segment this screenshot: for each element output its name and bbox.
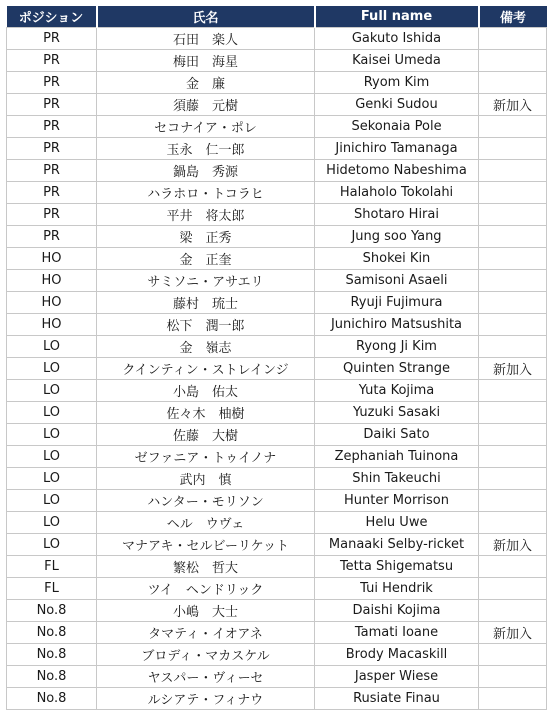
cell-note [479,490,547,512]
cell-position: PR [7,94,97,116]
cell-full-name: Jung soo Yang [315,226,479,248]
cell-name-jp: タマティ・イオアネ [97,622,315,644]
cell-full-name: Genki Sudou [315,94,479,116]
cell-position: No.8 [7,644,97,666]
cell-name-jp: 平井 将太郎 [97,204,315,226]
cell-name-jp: 金 廉 [97,72,315,94]
cell-full-name: Manaaki Selby-ricket [315,534,479,556]
table-row [7,666,547,688]
cell-note [479,160,547,182]
cell-name-jp: 繁松 哲大 [97,556,315,578]
cell-name-jp: 鍋島 秀源 [97,160,315,182]
cell-position: LO [7,446,97,468]
cell-position: HO [7,248,97,270]
table-row [7,468,547,490]
cell-full-name: Rusiate Finau [315,688,479,710]
cell-full-name: Yuzuki Sasaki [315,402,479,424]
cell-position: No.8 [7,600,97,622]
table-row [7,424,547,446]
table-body [7,28,547,710]
table-row [7,248,547,270]
cell-name-jp: ルシアテ・フィナウ [97,688,315,710]
cell-position: PR [7,138,97,160]
cell-position: LO [7,468,97,490]
cell-position: PR [7,160,97,182]
cell-full-name: Jasper Wiese [315,666,479,688]
table-row [7,534,547,556]
cell-position: PR [7,204,97,226]
cell-name-jp: ブロディ・マカスケル [97,644,315,666]
cell-position: PR [7,116,97,138]
cell-name-jp: 藤村 琉士 [97,292,315,314]
cell-position: PR [7,226,97,248]
cell-full-name: Junichiro Matsushita [315,314,479,336]
cell-note: 新加入 [479,358,547,380]
table-row [7,622,547,644]
table-row [7,688,547,710]
cell-name-jp: 金 正奎 [97,248,315,270]
cell-note [479,138,547,160]
table-row [7,204,547,226]
cell-position: HO [7,314,97,336]
table-row [7,358,547,380]
cell-position: LO [7,358,97,380]
cell-name-jp: 須藤 元樹 [97,94,315,116]
table-row [7,512,547,534]
cell-name-jp: 武内 慎 [97,468,315,490]
cell-note [479,182,547,204]
cell-name-jp: ヘル ウヴェ [97,512,315,534]
cell-name-jp: ゼファニア・トゥイノナ [97,446,315,468]
header-row [7,6,547,28]
cell-note [479,578,547,600]
cell-position: No.8 [7,622,97,644]
table-header [7,6,547,28]
cell-name-jp: サミソニ・アサエリ [97,270,315,292]
cell-name-jp: ハラホロ・トコラヒ [97,182,315,204]
cell-position: HO [7,270,97,292]
cell-note: 新加入 [479,94,547,116]
cell-full-name: Hunter Morrison [315,490,479,512]
cell-note [479,226,547,248]
cell-full-name: Ryom Kim [315,72,479,94]
cell-note: 新加入 [479,534,547,556]
table-row [7,446,547,468]
cell-name-jp: ツイ ヘンドリック [97,578,315,600]
table-row [7,270,547,292]
cell-position: LO [7,336,97,358]
cell-name-jp: 小嶋 大士 [97,600,315,622]
cell-position: PR [7,50,97,72]
cell-note [479,314,547,336]
cell-position: LO [7,380,97,402]
cell-position: No.8 [7,688,97,710]
cell-note [479,204,547,226]
cell-full-name: Samisoni Asaeli [315,270,479,292]
roster-table [6,6,547,710]
cell-full-name: Hidetomo Nabeshima [315,160,479,182]
table-row [7,226,547,248]
cell-note [479,556,547,578]
cell-full-name: Helu Uwe [315,512,479,534]
table-row [7,50,547,72]
cell-note [479,248,547,270]
cell-note [479,512,547,534]
cell-name-jp: 玉永 仁一郎 [97,138,315,160]
cell-position: PR [7,28,97,50]
cell-full-name: Gakuto Ishida [315,28,479,50]
cell-name-jp: 石田 楽人 [97,28,315,50]
cell-note: 新加入 [479,622,547,644]
cell-full-name: Brody Macaskill [315,644,479,666]
cell-position: HO [7,292,97,314]
cell-position: LO [7,402,97,424]
table-row [7,160,547,182]
cell-note [479,380,547,402]
header-position: ポジション [7,6,97,28]
header-name-jp: 氏名 [97,6,315,28]
table-row [7,380,547,402]
cell-name-jp: 梅田 海星 [97,50,315,72]
cell-full-name: Shin Takeuchi [315,468,479,490]
cell-position: LO [7,534,97,556]
cell-note [479,292,547,314]
cell-position: LO [7,424,97,446]
cell-position: FL [7,556,97,578]
cell-full-name: Sekonaia Pole [315,116,479,138]
table-row [7,72,547,94]
cell-note [479,28,547,50]
cell-name-jp: 松下 潤一郎 [97,314,315,336]
cell-position: FL [7,578,97,600]
cell-name-jp: 梁 正秀 [97,226,315,248]
cell-note [479,688,547,710]
cell-full-name: Tamati Ioane [315,622,479,644]
cell-full-name: Daiki Sato [315,424,479,446]
table-row [7,28,547,50]
table-row [7,644,547,666]
cell-full-name: Quinten Strange [315,358,479,380]
cell-name-jp: クインティン・ストレインジ [97,358,315,380]
cell-full-name: Halaholo Tokolahi [315,182,479,204]
cell-note [479,50,547,72]
cell-full-name: Daishi Kojima [315,600,479,622]
cell-note [479,116,547,138]
table-row [7,94,547,116]
cell-name-jp: 金 嶺志 [97,336,315,358]
header-full-name: Full name [315,6,479,28]
cell-note [479,336,547,358]
header-note: 備考 [479,6,547,28]
table-row [7,314,547,336]
cell-note [479,468,547,490]
cell-name-jp: ヤスパー・ヴィーセ [97,666,315,688]
cell-note [479,72,547,94]
cell-full-name: Ryong Ji Kim [315,336,479,358]
cell-position: PR [7,72,97,94]
table-row [7,182,547,204]
cell-position: No.8 [7,666,97,688]
cell-name-jp: マナアキ・セルビーリケット [97,534,315,556]
table-row [7,138,547,160]
cell-position: PR [7,182,97,204]
cell-note [479,424,547,446]
cell-position: LO [7,490,97,512]
cell-full-name: Ryuji Fujimura [315,292,479,314]
cell-note [479,644,547,666]
table-row [7,578,547,600]
cell-full-name: Zephaniah Tuinona [315,446,479,468]
table-row [7,402,547,424]
cell-note [479,666,547,688]
table-row [7,116,547,138]
cell-full-name: Kaisei Umeda [315,50,479,72]
table-row [7,556,547,578]
cell-full-name: Tetta Shigematsu [315,556,479,578]
cell-note [479,270,547,292]
cell-full-name: Yuta Kojima [315,380,479,402]
cell-note [479,600,547,622]
cell-full-name: Shokei Kin [315,248,479,270]
cell-name-jp: セコナイア・ポレ [97,116,315,138]
cell-full-name: Shotaro Hirai [315,204,479,226]
table-row [7,292,547,314]
cell-name-jp: 小島 佑太 [97,380,315,402]
cell-note [479,446,547,468]
cell-full-name: Jinichiro Tamanaga [315,138,479,160]
cell-name-jp: 佐藤 大樹 [97,424,315,446]
table-row [7,600,547,622]
cell-full-name: Tui Hendrik [315,578,479,600]
cell-note [479,402,547,424]
cell-position: LO [7,512,97,534]
table-row [7,336,547,358]
table-row [7,490,547,512]
cell-name-jp: 佐々木 柚樹 [97,402,315,424]
cell-name-jp: ハンター・モリソン [97,490,315,512]
